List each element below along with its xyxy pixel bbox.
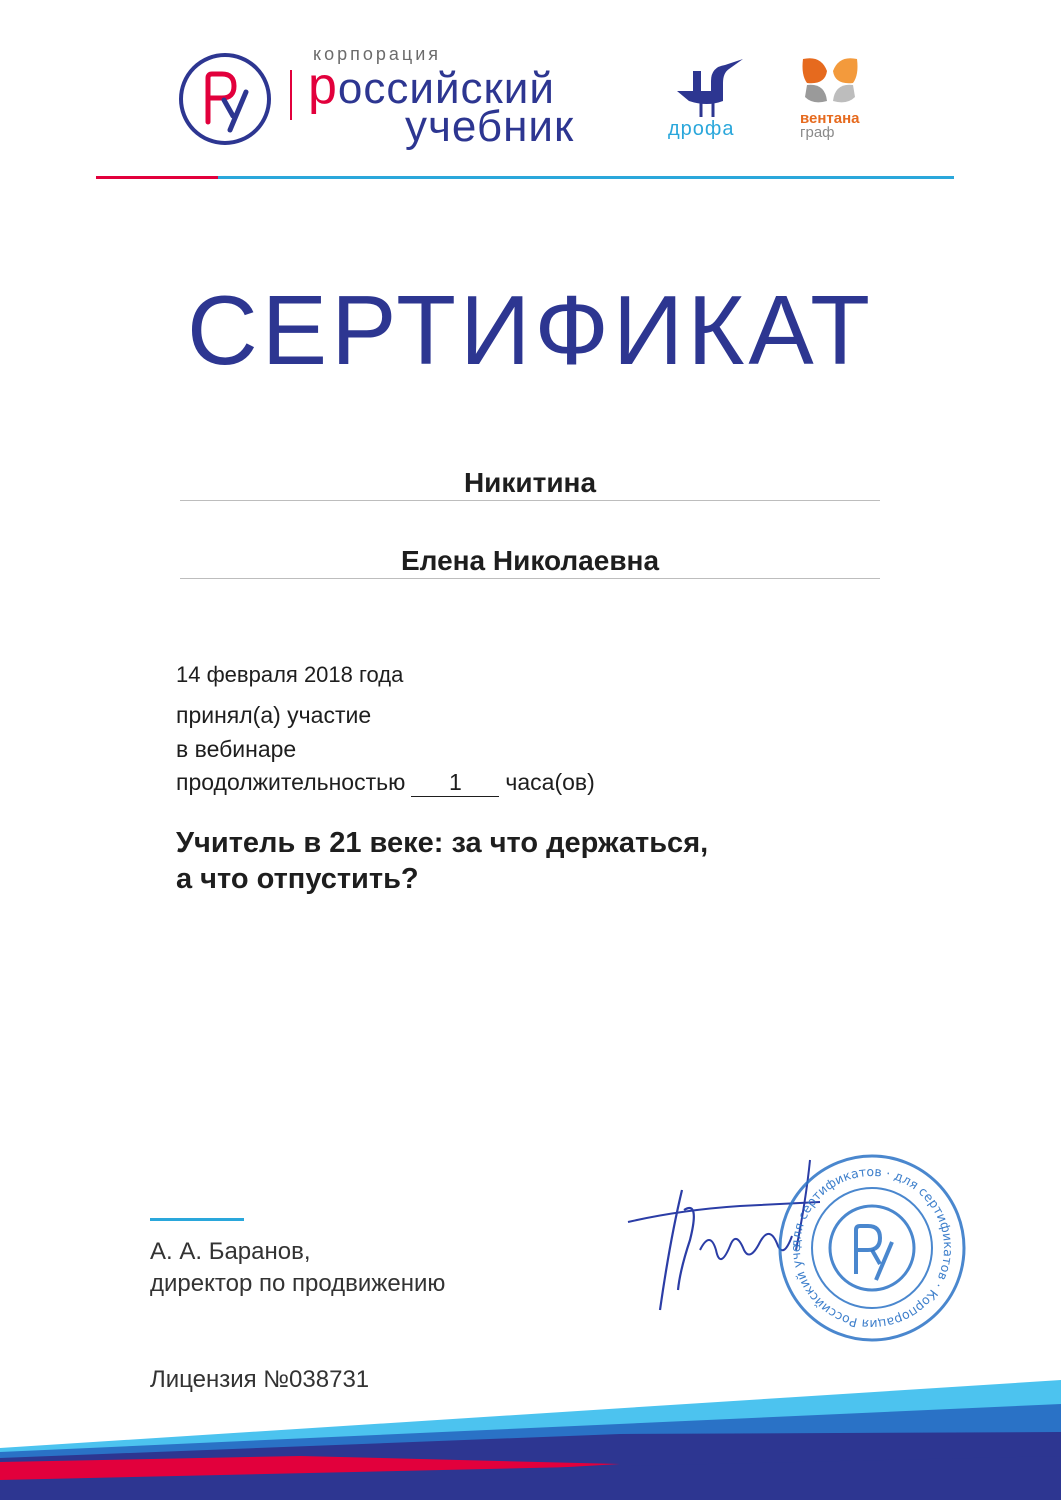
participation-text: принял(а) участие (176, 702, 372, 728)
webinar-topic (176, 825, 708, 897)
topic-line1: Учитель в 21 веке: за что держаться, (176, 827, 709, 859)
given-names-underline (180, 578, 880, 579)
duration-line (176, 769, 595, 797)
corporation-name-rest: оссийский (337, 64, 555, 113)
corporation-name-line2: учебник (405, 102, 575, 151)
duration-suffix: часа(ов) (505, 769, 595, 795)
ru-logo (178, 52, 272, 146)
certificate-title: СЕРТИФИКАТ (186, 275, 874, 385)
decorative-bottom-band (0, 1360, 1061, 1500)
recipient-given-names: Елена Николаевна (400, 545, 660, 576)
ventana-butterfly-icon (799, 55, 861, 107)
corporation-name-first-letter: р (308, 57, 338, 115)
header-rule-blue (218, 176, 954, 179)
signer-name: А. А. Баранов, (150, 1238, 311, 1265)
stamp-ring-text: для сертификатов · для сертификатов · Корпорация Российский уче (787, 1163, 957, 1333)
company-stamp (776, 1152, 968, 1344)
ventana-text: вентана (800, 110, 860, 127)
graf-text: граф (800, 124, 835, 141)
header-rule-red (96, 176, 218, 179)
surname-underline (180, 500, 880, 501)
webinar-text: в вебинаре (176, 736, 297, 762)
recipient-surname: Никитина (463, 467, 597, 498)
logo-divider (290, 70, 292, 120)
license-number: Лицензия №038731 (150, 1366, 370, 1393)
signature-accent-rule (150, 1218, 244, 1221)
topic-line2: а что отпустить? (176, 863, 419, 895)
event-date: 14 февраля 2018 года (176, 662, 404, 687)
signer-role: директор по продвижению (150, 1270, 446, 1297)
duration-hours: 1 (411, 769, 499, 797)
drofa-text: дрофа (668, 118, 735, 140)
duration-prefix: продолжительностью (176, 769, 406, 795)
corporation-small-label: корпорация (313, 44, 441, 64)
